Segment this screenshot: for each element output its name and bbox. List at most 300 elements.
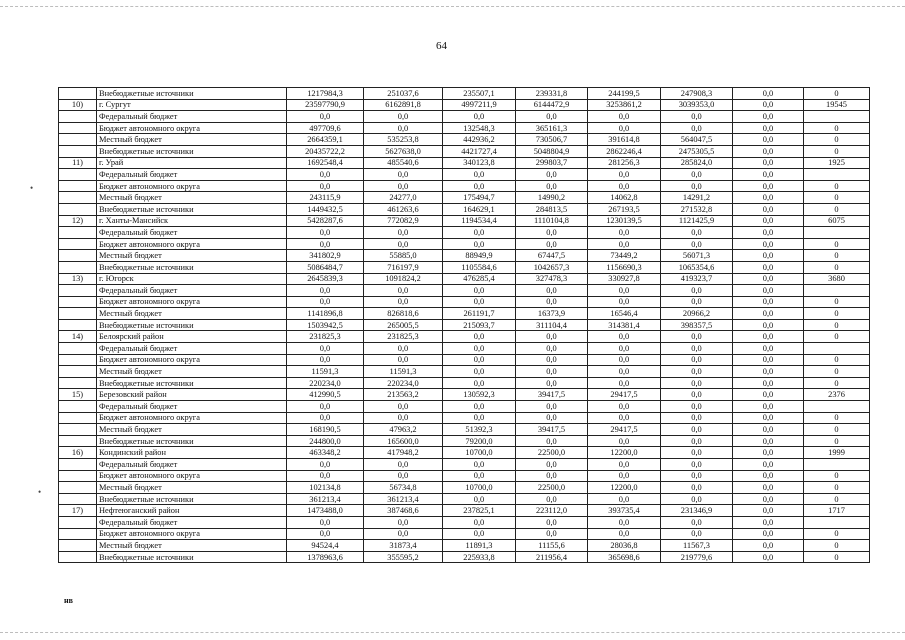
value-cell: 0,0 (443, 516, 516, 528)
value-cell: 237825,1 (443, 505, 516, 517)
value-cell: 0,0 (516, 111, 588, 123)
row-name-cell: Бюджет автономного округа (97, 238, 287, 250)
row-number-cell: 12) (59, 215, 97, 227)
value-cell: 0,0 (588, 296, 661, 308)
value-cell: 463348,2 (287, 447, 364, 459)
value-cell: 94524,4 (287, 540, 364, 552)
value-cell: 20435722,2 (287, 145, 364, 157)
value-cell: 730506,7 (516, 134, 588, 146)
value-cell: 0,0 (364, 401, 443, 413)
value-cell: 4421727,4 (443, 145, 516, 157)
value-cell: 0 (804, 308, 870, 320)
value-cell: 1378963,6 (287, 551, 364, 563)
value-cell: 12200,0 (588, 447, 661, 459)
value-cell: 0,0 (443, 493, 516, 505)
value-cell: 267193,5 (588, 203, 661, 215)
value-cell: 0,0 (287, 169, 364, 181)
value-cell: 0,0 (661, 238, 733, 250)
table-row (59, 180, 870, 192)
value-cell: 0,0 (364, 122, 443, 134)
row-number-cell (59, 401, 97, 413)
value-cell: 88949,9 (443, 250, 516, 262)
value-cell: 0,0 (661, 366, 733, 378)
row-number-cell (59, 122, 97, 134)
value-cell: 5086484,7 (287, 261, 364, 273)
value-cell: 0,0 (516, 435, 588, 447)
value-cell: 132548,3 (443, 122, 516, 134)
value-cell: 102134,8 (287, 482, 364, 494)
value-cell: 0,0 (516, 412, 588, 424)
row-number-cell (59, 134, 97, 146)
value-cell: 56071,3 (661, 250, 733, 262)
value-cell: 281256,3 (588, 157, 661, 169)
value-cell: 29417,5 (588, 424, 661, 436)
row-name-cell: г. Ханты-Мансийск (97, 215, 287, 227)
value-cell: 0,0 (443, 111, 516, 123)
value-cell: 0,0 (733, 528, 804, 540)
value-cell: 0,0 (661, 482, 733, 494)
value-cell: 0,0 (661, 296, 733, 308)
row-name-cell: Федеральный бюджет (97, 516, 287, 528)
value-cell: 11591,3 (287, 366, 364, 378)
value-cell: 0,0 (733, 482, 804, 494)
value-cell: 0,0 (516, 516, 588, 528)
value-cell: 0,0 (516, 343, 588, 355)
value-cell: 299803,7 (516, 157, 588, 169)
value-cell: 239331,8 (516, 88, 588, 100)
table-row (59, 435, 870, 447)
value-cell: 0,0 (588, 528, 661, 540)
row-name-cell: Внебюджетные источники (97, 319, 287, 331)
value-cell: 165600,0 (364, 435, 443, 447)
value-cell: 0,0 (287, 528, 364, 540)
row-name-cell: Кондинский район (97, 447, 287, 459)
value-cell: 0,0 (516, 377, 588, 389)
row-number-cell (59, 470, 97, 482)
value-cell (804, 227, 870, 239)
row-number-cell (59, 551, 97, 563)
value-cell: 417948,2 (364, 447, 443, 459)
value-cell (804, 459, 870, 471)
value-cell: 175494,7 (443, 192, 516, 204)
table-row (59, 227, 870, 239)
value-cell: 419323,7 (661, 273, 733, 285)
value-cell: 12200,0 (588, 482, 661, 494)
value-cell: 0,0 (516, 331, 588, 343)
value-cell (804, 285, 870, 297)
value-cell: 0,0 (516, 296, 588, 308)
value-cell: 223112,0 (516, 505, 588, 517)
row-number-cell (59, 145, 97, 157)
value-cell: 826818,6 (364, 308, 443, 320)
row-name-cell: г. Урай (97, 157, 287, 169)
table-row (59, 343, 870, 355)
value-cell: 0,0 (733, 285, 804, 297)
page-number: 64 (436, 40, 447, 52)
row-number-cell: 13) (59, 273, 97, 285)
value-cell: 0 (804, 296, 870, 308)
value-cell: 1141896,8 (287, 308, 364, 320)
value-cell: 1042657,3 (516, 261, 588, 273)
value-cell: 0,0 (733, 134, 804, 146)
table-row (59, 319, 870, 331)
row-number-cell (59, 424, 97, 436)
value-cell: 0 (804, 412, 870, 424)
value-cell: 0,0 (364, 459, 443, 471)
row-number-cell (59, 459, 97, 471)
row-number-cell (59, 88, 97, 100)
value-cell: 0,0 (443, 227, 516, 239)
value-cell: 0,0 (733, 238, 804, 250)
value-cell: 0,0 (661, 331, 733, 343)
value-cell: 0,0 (287, 470, 364, 482)
value-cell: 14291,2 (661, 192, 733, 204)
value-cell: 391614,8 (588, 134, 661, 146)
value-cell: 251037,6 (364, 88, 443, 100)
value-cell: 355595,2 (364, 551, 443, 563)
row-name-cell: Федеральный бюджет (97, 459, 287, 471)
value-cell: 0,0 (364, 354, 443, 366)
row-number-cell (59, 366, 97, 378)
row-number-cell (59, 111, 97, 123)
table-row (59, 354, 870, 366)
value-cell: 0,0 (516, 227, 588, 239)
value-cell: 461263,6 (364, 203, 443, 215)
row-number-cell (59, 203, 97, 215)
value-cell: 0,0 (287, 227, 364, 239)
value-cell: 0,0 (588, 238, 661, 250)
value-cell: 247908,3 (661, 88, 733, 100)
value-cell: 0 (804, 493, 870, 505)
row-number-cell: 14) (59, 331, 97, 343)
value-cell: 0,0 (516, 169, 588, 181)
budget-table (58, 87, 870, 563)
table-row (59, 192, 870, 204)
value-cell: 0,0 (364, 285, 443, 297)
value-cell: 5627638,0 (364, 145, 443, 157)
value-cell: 0,0 (364, 343, 443, 355)
row-number-cell: 10) (59, 99, 97, 111)
value-cell: 1449432,5 (287, 203, 364, 215)
value-cell: 0,0 (661, 285, 733, 297)
table-row (59, 516, 870, 528)
value-cell: 0,0 (516, 238, 588, 250)
row-name-cell: Федеральный бюджет (97, 227, 287, 239)
value-cell: 0 (804, 203, 870, 215)
table-row (59, 157, 870, 169)
value-cell: 0,0 (661, 343, 733, 355)
table-row (59, 238, 870, 250)
row-number-cell (59, 319, 97, 331)
value-cell: 0,0 (364, 470, 443, 482)
value-cell: 0 (804, 192, 870, 204)
value-cell: 772082,9 (364, 215, 443, 227)
row-number-cell (59, 343, 97, 355)
table-row (59, 424, 870, 436)
value-cell: 0,0 (516, 366, 588, 378)
value-cell: 0,0 (733, 447, 804, 459)
value-cell: 0,0 (661, 354, 733, 366)
row-name-cell: Местный бюджет (97, 540, 287, 552)
value-cell: 535253,8 (364, 134, 443, 146)
table-row (59, 482, 870, 494)
value-cell: 51392,3 (443, 424, 516, 436)
value-cell: 0,0 (516, 459, 588, 471)
row-name-cell: Федеральный бюджет (97, 343, 287, 355)
value-cell: 56734,8 (364, 482, 443, 494)
value-cell: 0,0 (733, 435, 804, 447)
table-row (59, 285, 870, 297)
value-cell: 1121425,9 (661, 215, 733, 227)
value-cell: 0,0 (287, 343, 364, 355)
value-cell: 2376 (804, 389, 870, 401)
row-number-cell: 17) (59, 505, 97, 517)
row-number-cell (59, 493, 97, 505)
value-cell: 716197,9 (364, 261, 443, 273)
value-cell: 0,0 (516, 354, 588, 366)
value-cell: 0,0 (588, 354, 661, 366)
value-cell: 0,0 (733, 331, 804, 343)
value-cell: 0,0 (588, 459, 661, 471)
value-cell: 1473488,0 (287, 505, 364, 517)
value-cell: 365161,3 (516, 122, 588, 134)
value-cell: 0,0 (516, 401, 588, 413)
value-cell: 231825,3 (287, 331, 364, 343)
row-name-cell: Внебюджетные источники (97, 145, 287, 157)
value-cell: 11155,6 (516, 540, 588, 552)
table-row (59, 134, 870, 146)
table-row (59, 493, 870, 505)
value-cell: 0,0 (661, 389, 733, 401)
value-cell: 0,0 (443, 238, 516, 250)
value-cell: 215093,7 (443, 319, 516, 331)
value-cell: 211956,4 (516, 551, 588, 563)
table-row (59, 308, 870, 320)
value-cell: 0,0 (733, 157, 804, 169)
row-name-cell: Бюджет автономного округа (97, 180, 287, 192)
value-cell: 73449,2 (588, 250, 661, 262)
value-cell: 0,0 (364, 296, 443, 308)
value-cell: 14990,2 (516, 192, 588, 204)
value-cell: 0,0 (588, 435, 661, 447)
value-cell: 3680 (804, 273, 870, 285)
value-cell: 0,0 (661, 493, 733, 505)
value-cell: 0,0 (733, 377, 804, 389)
value-cell: 55885,0 (364, 250, 443, 262)
value-cell: 28036,8 (588, 540, 661, 552)
value-cell: 231346,9 (661, 505, 733, 517)
value-cell: 3253861,2 (588, 99, 661, 111)
value-cell (804, 343, 870, 355)
value-cell (804, 401, 870, 413)
value-cell: 0,0 (443, 401, 516, 413)
value-cell: 6162891,8 (364, 99, 443, 111)
value-cell: 0,0 (588, 111, 661, 123)
value-cell: 330927,8 (588, 273, 661, 285)
value-cell: 0,0 (661, 528, 733, 540)
value-cell: 0,0 (443, 412, 516, 424)
value-cell: 0,0 (733, 169, 804, 181)
value-cell: 0,0 (588, 470, 661, 482)
value-cell: 0,0 (443, 354, 516, 366)
value-cell: 1717 (804, 505, 870, 517)
value-cell: 387468,6 (364, 505, 443, 517)
row-name-cell: Бюджет автономного округа (97, 470, 287, 482)
value-cell: 0 (804, 551, 870, 563)
table-row (59, 122, 870, 134)
value-cell: 29417,5 (588, 389, 661, 401)
row-number-cell: 15) (59, 389, 97, 401)
value-cell: 0 (804, 88, 870, 100)
value-cell: 0,0 (733, 343, 804, 355)
margin-dot: • (30, 183, 34, 193)
value-cell: 0,0 (287, 296, 364, 308)
value-cell: 0,0 (733, 470, 804, 482)
value-cell: 0,0 (364, 169, 443, 181)
value-cell: 485540,6 (364, 157, 443, 169)
row-number-cell (59, 412, 97, 424)
table-row (59, 447, 870, 459)
value-cell: 564047,5 (661, 134, 733, 146)
value-cell: 10700,0 (443, 447, 516, 459)
row-number-cell (59, 377, 97, 389)
row-number-cell (59, 169, 97, 181)
value-cell: 0,0 (733, 192, 804, 204)
value-cell: 0 (804, 134, 870, 146)
margin-dot: • (38, 487, 42, 497)
value-cell: 1230139,5 (588, 215, 661, 227)
value-cell: 1105584,6 (443, 261, 516, 273)
value-cell: 19545 (804, 99, 870, 111)
row-number-cell (59, 308, 97, 320)
value-cell: 0,0 (516, 470, 588, 482)
value-cell: 0,0 (588, 412, 661, 424)
row-name-cell: Бюджет автономного округа (97, 122, 287, 134)
row-name-cell: Внебюджетные источники (97, 377, 287, 389)
value-cell: 0,0 (287, 238, 364, 250)
value-cell: 244800,0 (287, 435, 364, 447)
value-cell: 393735,4 (588, 505, 661, 517)
value-cell: 1692548,4 (287, 157, 364, 169)
value-cell: 0,0 (661, 516, 733, 528)
row-name-cell: г. Сургут (97, 99, 287, 111)
value-cell: 0,0 (588, 331, 661, 343)
value-cell: 0,0 (588, 377, 661, 389)
value-cell: 0 (804, 122, 870, 134)
bottom-edge-line (0, 632, 905, 633)
value-cell: 265005,5 (364, 319, 443, 331)
value-cell: 0,0 (661, 435, 733, 447)
table-row (59, 331, 870, 343)
row-name-cell: Бюджет автономного округа (97, 354, 287, 366)
value-cell: 3039353,0 (661, 99, 733, 111)
value-cell: 0,0 (733, 122, 804, 134)
row-name-cell: Федеральный бюджет (97, 111, 287, 123)
value-cell: 0,0 (733, 354, 804, 366)
table-row (59, 389, 870, 401)
value-cell: 0,0 (733, 540, 804, 552)
value-cell: 340123,8 (443, 157, 516, 169)
value-cell: 0,0 (733, 145, 804, 157)
value-cell: 261191,7 (443, 308, 516, 320)
value-cell: 311104,4 (516, 319, 588, 331)
value-cell: 1999 (804, 447, 870, 459)
value-cell: 0 (804, 540, 870, 552)
table-row (59, 111, 870, 123)
value-cell: 0,0 (733, 389, 804, 401)
value-cell: 16373,9 (516, 308, 588, 320)
value-cell: 5428287,6 (287, 215, 364, 227)
value-cell: 412990,5 (287, 389, 364, 401)
value-cell: 16546,4 (588, 308, 661, 320)
value-cell: 235507,1 (443, 88, 516, 100)
row-number-cell (59, 285, 97, 297)
value-cell: 327478,3 (516, 273, 588, 285)
row-name-cell: Бюджет автономного округа (97, 412, 287, 424)
value-cell: 314381,4 (588, 319, 661, 331)
value-cell: 0 (804, 528, 870, 540)
row-name-cell: Внебюджетные источники (97, 551, 287, 563)
table-row (59, 470, 870, 482)
value-cell: 0 (804, 354, 870, 366)
row-name-cell: Внебюджетные источники (97, 88, 287, 100)
row-number-cell (59, 192, 97, 204)
value-cell (804, 111, 870, 123)
row-name-cell: Бюджет автономного округа (97, 296, 287, 308)
value-cell: 0,0 (733, 308, 804, 320)
value-cell: 0,0 (287, 285, 364, 297)
value-cell: 0,0 (443, 331, 516, 343)
value-cell: 0,0 (733, 366, 804, 378)
value-cell: 0,0 (733, 99, 804, 111)
row-name-cell: Местный бюджет (97, 134, 287, 146)
value-cell: 0,0 (364, 528, 443, 540)
value-cell: 0,0 (661, 459, 733, 471)
value-cell: 0,0 (516, 180, 588, 192)
value-cell: 0,0 (287, 354, 364, 366)
value-cell: 11891,3 (443, 540, 516, 552)
row-number-cell (59, 180, 97, 192)
value-cell: 0 (804, 377, 870, 389)
row-name-cell: Местный бюджет (97, 482, 287, 494)
value-cell: 0,0 (661, 111, 733, 123)
value-cell: 0 (804, 145, 870, 157)
value-cell: 0,0 (364, 180, 443, 192)
value-cell: 164629,1 (443, 203, 516, 215)
table-row (59, 528, 870, 540)
value-cell: 213563,2 (364, 389, 443, 401)
value-cell: 243115,9 (287, 192, 364, 204)
value-cell: 2645839,3 (287, 273, 364, 285)
value-cell: 22500,0 (516, 482, 588, 494)
value-cell: 0,0 (661, 447, 733, 459)
value-cell: 0,0 (588, 401, 661, 413)
value-cell: 0,0 (588, 169, 661, 181)
value-cell: 0,0 (443, 377, 516, 389)
value-cell: 0,0 (733, 180, 804, 192)
value-cell: 0,0 (661, 424, 733, 436)
table-row (59, 366, 870, 378)
value-cell: 476285,4 (443, 273, 516, 285)
value-cell: 39417,5 (516, 424, 588, 436)
value-cell: 0,0 (287, 111, 364, 123)
value-cell: 0,0 (661, 412, 733, 424)
row-name-cell: Внебюджетные источники (97, 493, 287, 505)
table-row (59, 169, 870, 181)
table-row (59, 377, 870, 389)
row-number-cell: 11) (59, 157, 97, 169)
value-cell: 14062,8 (588, 192, 661, 204)
